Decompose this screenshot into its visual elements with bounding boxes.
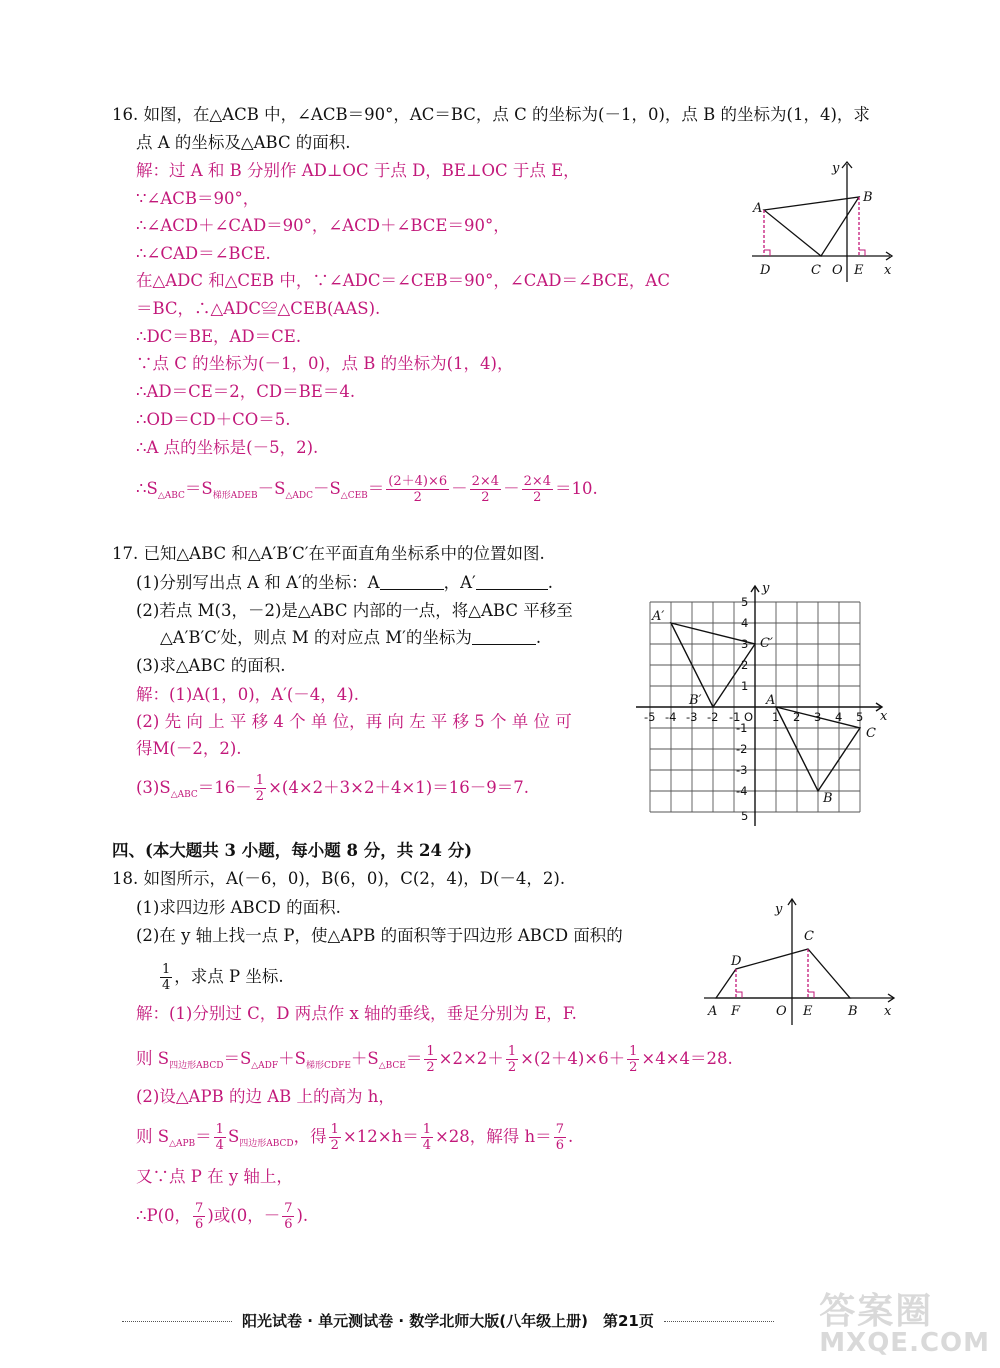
q17-label-B: B <box>823 791 833 806</box>
q18-label-D: D <box>731 954 742 969</box>
q18-label-E: E <box>803 1004 813 1019</box>
q17-ytick-6: -1 <box>736 721 748 735</box>
section-4-heading: 四、(本大题共 3 小题，每小题 8 分，共 24 分) <box>112 841 473 860</box>
q17-ytick-1: 5 <box>741 595 749 609</box>
q17-sol-2: (2) 先 向 上 平 移 4 个 单 位，再 向 左 平 移 5 个 单 位 可 <box>136 712 572 731</box>
q16-label-C: C <box>811 263 821 278</box>
q17-xtick-10: 5 <box>856 710 864 724</box>
q17-ytick-8: -3 <box>736 763 748 777</box>
q18-part2: (2)在 y 轴上找一点 P，使△APB 的面积等于四边形 ABCD 面积的 <box>136 926 623 945</box>
q17-label-C: C <box>866 726 876 741</box>
q17-grid-figure <box>630 580 890 830</box>
q17-ytick-2: 4 <box>741 616 749 630</box>
q17-sol-4: $(3)S_{\triangle ABC}=16-$ $\frac{1}{2}$ ×(4×2＋3×2＋4×1)＝16－9＝7. <box>136 773 529 804</box>
q16-sol-2: ∵∠ACB＝90°， <box>136 189 260 208</box>
q18-part2-cont: $\frac{1}{4}$ ，求点 P 坐标. <box>162 962 284 993</box>
q17-ytick-7: -2 <box>736 742 748 756</box>
q17-xtick-5: -1 <box>729 710 741 724</box>
q17-stem: 17. 已知△ABC 和△A′B′C′在平面直角坐标系中的位置如图. <box>112 544 545 563</box>
q17-part2a: (2)若点 M(3，－2)是△ABC 内部的一点，将△ABC 平移至 <box>136 601 573 620</box>
q16-sol-9: ∴AD＝CE＝2，CD＝BE＝4. <box>136 382 356 401</box>
q16-sol-6: ＝BC，∴△ADC≌△CEB(AAS). <box>136 299 381 318</box>
q16-label-A: A <box>753 201 763 216</box>
q16-figure <box>752 160 902 290</box>
q17-xtick-9: 4 <box>835 710 843 724</box>
q18-part1: (1)求四边形 ABCD 的面积. <box>136 898 341 917</box>
q18-sol-5: 又∵点 P 在 y 轴上， <box>136 1167 293 1186</box>
q17-sol-1: 解：(1)A(1，0)，A′(－4，4). <box>136 685 359 704</box>
q16-sol-8: ∵点 C 的坐标为(－1，0)，点 B 的坐标为(1，4)， <box>136 354 514 373</box>
q17-ytick-9: -4 <box>736 784 748 798</box>
q16-sol-5: 在△ADC 和△CEB 中，∵∠ADC＝∠CEB＝90°，∠CAD＝∠BCE，AC <box>136 271 670 290</box>
q16-sol-10: ∴OD＝CD＋CO＝5. <box>136 410 291 429</box>
q18-sol-3: (2)设△APB 的边 AB 上的高为 h， <box>136 1087 395 1106</box>
q17-xtick-8: 3 <box>814 710 822 724</box>
q17-xtick-3: -3 <box>686 710 698 724</box>
q17-ytick-10: 5 <box>741 809 749 823</box>
q17-label-x: x <box>880 709 888 724</box>
q17-origin: O <box>744 710 754 724</box>
q17-part1: (1)分别写出点 A 和 A′的坐标：A ，A′ . <box>136 573 554 592</box>
q16-label-O: O <box>832 263 843 278</box>
q17-xtick-1: -5 <box>644 710 656 724</box>
q17-part3: (3)求△ABC 的面积. <box>136 656 286 675</box>
q16-area: $\therefore S_{\triangle ABC}=S_{梯形ADEB}-S_{\triangle ADC}-S_{\triangle CEB}=$ $\frac{(2+4)\times 6}{2}$ － $\frac{2\times 4}{2}$ － $\frac{2\times 4}{2}$ ＝10. <box>136 474 598 505</box>
q17-ytick-3: 3 <box>741 637 749 651</box>
q17-label-B1: B′ <box>689 693 702 708</box>
footer-dots-right <box>664 1321 774 1322</box>
q18-sol-6: ∴P(0， $\frac{7}{6}$ )或(0，－ $\frac{7}{6}$ ). <box>136 1201 309 1232</box>
footer-dots-left <box>122 1321 232 1322</box>
watermark-bottom: MXQE.COM <box>819 1328 990 1358</box>
q18-label-x: x <box>884 1004 892 1019</box>
q16-label-B: B <box>863 190 873 205</box>
q18-label-F: F <box>731 1004 741 1019</box>
q18-sol-4: 则 $S_{\triangle APB}=$ $\frac{1}{4}$ $S_{四边形ABCD}$，得 $\frac{1}{2}$ ×12×h＝ $\frac{1}{4}$ ×28，解得 h＝ $\frac{7}{6}$ . <box>136 1122 574 1153</box>
q17-ytick-4: 2 <box>741 658 749 672</box>
blank-A[interactable] <box>380 573 444 590</box>
q18-figure <box>700 895 900 1025</box>
q18-stem: 18. 如图所示，A(－6，0)，B(6，0)，C(2，4)，D(－4，2). <box>112 869 566 888</box>
q17-sol-3: 得M(－2，2). <box>136 739 242 758</box>
q18-label-A: A <box>708 1004 718 1019</box>
q18-sol-2: 则 $S_{四边形ABCD}=S_{\triangle ADF}+S_{梯形CDFE}+S_{\triangle BCE}=$ $\frac{1}{2}$ ×2×2＋ $\frac{1}{2}$ ×(2＋4)×6＋ $\frac{1}{2}$ ×4×4＝28. <box>136 1044 733 1075</box>
q16-sol-7: ∴DC＝BE，AD＝CE. <box>136 327 302 346</box>
blank-A1[interactable] <box>476 573 548 590</box>
watermark-top: 答案圈 <box>819 1291 934 1332</box>
q16-sol-11: ∴A 点的坐标是(－5，2). <box>136 438 319 457</box>
q17-label-A1: A′ <box>652 609 665 624</box>
q17-part2b: △A′B′C′处，则点 M 的对应点 M′的坐标为 . <box>160 628 542 647</box>
q16-stem-2: 点 A 的坐标及△ABC 的面积. <box>136 133 351 152</box>
q18-label-B: B <box>848 1004 858 1019</box>
q17-xtick-4: -2 <box>707 710 719 724</box>
q17-xtick-2: -4 <box>665 710 677 724</box>
q16-stem-1: 16. 如图，在△ACB 中，∠ACB＝90°，AC＝BC，点 C 的坐标为(－1，0)，点 B 的坐标为(1，4)，求 <box>112 105 870 124</box>
q16-label-D: D <box>760 263 771 278</box>
page-footer <box>112 1310 784 1331</box>
q17-xtick-7: 2 <box>793 710 801 724</box>
q16-sol-4: ∴∠CAD＝∠BCE. <box>136 244 271 263</box>
q18-label-C: C <box>804 929 814 944</box>
q18-sol-1: 解：(1)分别过 C，D 两点作 x 轴的垂线，垂足分别为 E，F. <box>136 1004 577 1023</box>
q16-label-y: y <box>832 161 840 176</box>
q17-label-A: A <box>766 693 776 708</box>
q18-label-O: O <box>776 1004 787 1019</box>
q16-label-E: E <box>854 263 864 278</box>
q17-label-C1: C′ <box>760 636 773 651</box>
watermark <box>819 1283 990 1358</box>
q18-label-y: y <box>775 902 783 917</box>
q16-label-x: x <box>884 263 892 278</box>
q17-ytick-5: 1 <box>741 679 749 693</box>
q16-sol-1: 解：过 A 和 B 分别作 AD⊥OC 于点 D，BE⊥OC 于点 E， <box>136 161 580 180</box>
q17-label-y: y <box>762 581 770 596</box>
blank-M1[interactable] <box>472 628 536 645</box>
q16-sol-3: ∴∠ACD＋∠CAD＝90°，∠ACD＋∠BCE＝90°， <box>136 216 510 235</box>
footer-text: 阳光试卷 · 单元测试卷 · 数学北师大版(八年级上册) 第21页 <box>242 1312 654 1330</box>
q17-xtick-6: 1 <box>772 710 780 724</box>
